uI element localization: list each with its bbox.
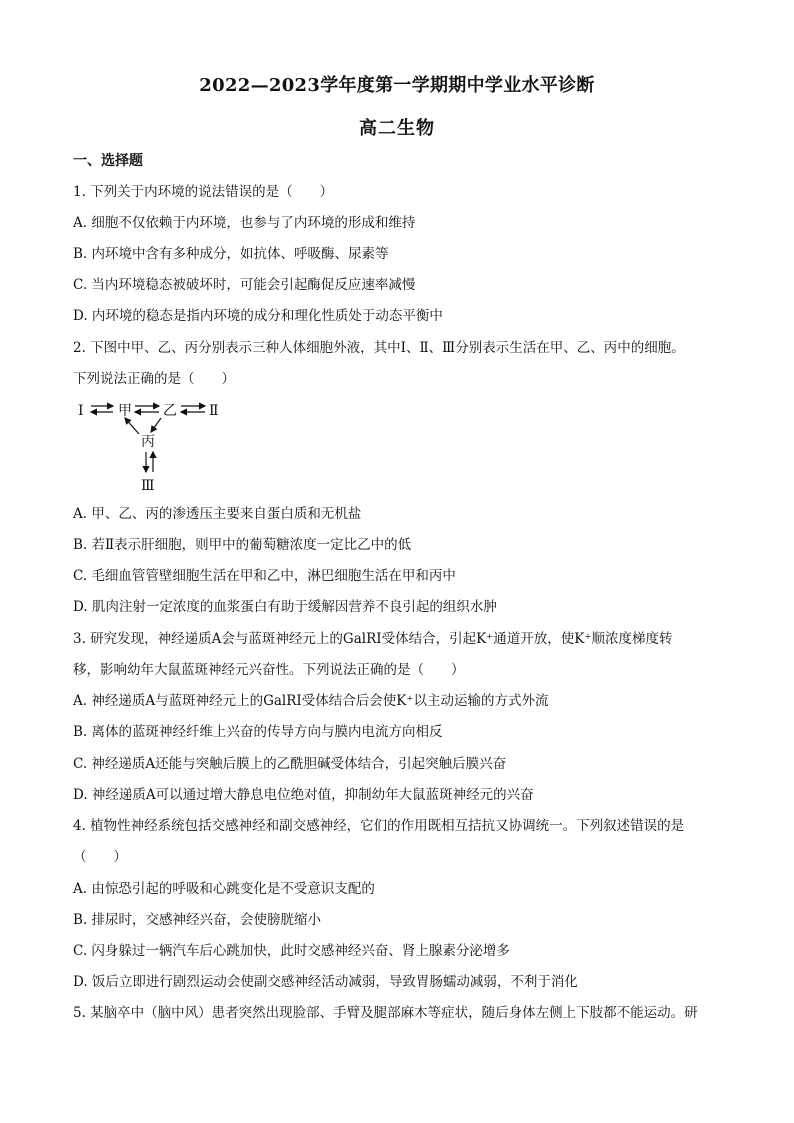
- question-1-option-a: A. 细胞不仅依赖于内环境，也参与了内环境的形成和维持: [73, 215, 416, 231]
- yi-label: 乙: [163, 403, 177, 419]
- question-4-option-d: D. 饭后立即进行剧烈运动会使副交感神经活动减弱，导致胃肠蠕动减弱，不利于消化: [73, 974, 578, 990]
- question-1-stem: 1. 下列关于内环境的说法错误的是（ ）: [73, 184, 334, 200]
- question-4-stem-cont: （ ）: [73, 849, 127, 865]
- jia-label: 甲: [118, 403, 132, 419]
- arrow-bing-to-jia: [125, 418, 139, 434]
- question-3-option-a: A. 神经递质A与蓝斑神经元上的GalRI受体结合后会使K⁺以主动运输的方式外流: [73, 693, 549, 709]
- arrow-yi-to-bing: [151, 418, 161, 432]
- question-3-stem: 3. 研究发现，神经递质A会与蓝斑神经元上的GalRI受体结合，引起K⁺通道开放，使K⁺顺浓度梯度转: [73, 631, 673, 647]
- exam-title: 2022—2023学年度第一学期期中学业水平诊断: [199, 75, 595, 96]
- question-2-option-b: B. 若Ⅱ表示肝细胞，则甲中的葡萄糖浓度一定比乙中的低: [73, 537, 412, 553]
- question-2-stem: 2. 下图中甲、乙、丙分别表示三种人体细胞外液，其中Ⅰ、Ⅱ、Ⅲ分别表示生活在甲、乙、丙中的细胞。: [73, 340, 685, 356]
- question-1-option-c: C. 当内环境稳态被破坏时，可能会引起酶促反应速率减慢: [73, 277, 416, 293]
- fluid-exchange-diagram: [73, 396, 233, 496]
- question-4-option-c: C. 闪身躲过一辆汽车后心跳加快，此时交感神经兴奋、肾上腺素分泌增多: [73, 943, 510, 959]
- question-1-option-b: B. 内环境中含有多种成分，如抗体、呼吸酶、尿素等: [73, 246, 389, 262]
- cell-ii-label: Ⅱ: [209, 403, 219, 419]
- question-3-option-d: D. 神经递质A可以通过增大静息电位绝对值，抑制幼年大鼠蓝斑神经元的兴奋: [73, 787, 534, 803]
- cell-i-label: Ⅰ: [78, 403, 84, 419]
- question-2-option-d: D. 肌肉注射一定浓度的血浆蛋白有助于缓解因营养不良引起的组织水肿: [73, 599, 497, 615]
- question-2-option-c: C. 毛细血管管壁细胞生活在甲和乙中，淋巴细胞生活在甲和丙中: [73, 568, 456, 584]
- question-4-option-a: A. 由惊恐引起的呼吸和心跳变化是不受意识支配的: [73, 881, 375, 897]
- question-5-stem: 5. 某脑卒中（脑中风）患者突然出现脸部、手臂及腿部麻木等症状，随后身体左侧上下肢都不能运动。研: [73, 1005, 698, 1021]
- exam-subject: 高二生物: [359, 118, 435, 139]
- question-1-option-d: D. 内环境的稳态是指内环境的成分和理化性质处于动态平衡中: [73, 308, 443, 324]
- bing-label: 丙: [141, 434, 155, 450]
- question-3-stem-cont: 移，影响幼年大鼠蓝斑神经元兴奋性。下列说法正确的是（ ）: [73, 662, 465, 678]
- question-4-stem: 4. 植物性神经系统包括交感神经和副交感神经，它们的作用既相互拮抗又协调统一。下列叙述错误的是: [73, 818, 685, 834]
- question-3-option-c: C. 神经递质A还能与突触后膜上的乙酰胆碱受体结合，引起突触后膜兴奋: [73, 756, 507, 772]
- question-2-stem-cont: 下列说法正确的是（ ）: [73, 371, 235, 387]
- question-4-option-b: B. 排尿时，交感神经兴奋，会使膀胱缩小: [73, 912, 322, 928]
- question-3-option-b: B. 离体的蓝斑神经纤维上兴奋的传导方向与膜内电流方向相反: [73, 724, 443, 740]
- cell-iii-label: Ⅲ: [141, 478, 155, 494]
- section-heading: 一、选择题: [73, 153, 143, 169]
- question-2-option-a: A. 甲、乙、丙的渗透压主要来自蛋白质和无机盐: [73, 506, 362, 522]
